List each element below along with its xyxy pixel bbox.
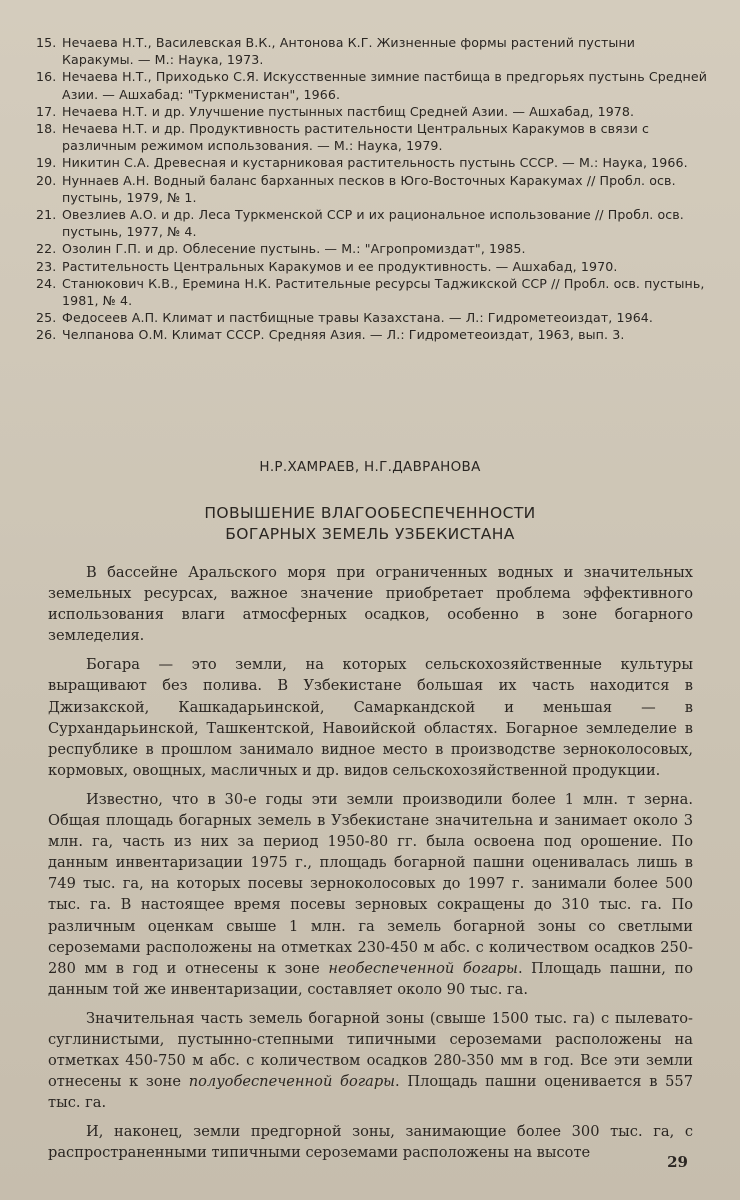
reference-item: 24. Станюкович К.В., Еремина Н.К. Растительные ресурсы Таджикской ССР // Пробл. осв. пустынь, 1981, № 4. [36, 275, 705, 309]
reference-item: 23. Растительность Центральных Каракумов и ее продуктивность. — Ашхабад, 1970. [36, 258, 618, 274]
reference-item: 18. Нечаева Н.Т. и др. Продуктивность растительности Центральных Каракумов в связи с различным режимом использования. — М.: Наука, 1979. [36, 121, 650, 154]
article-title [0, 503, 740, 545]
reference-item: 20. Нуннаев А.Н. Водный баланс барханных песков в Юго-Восточных Каракумах // Пробл. осв. пустынь, 1979, № 1. [36, 172, 676, 205]
title-line: БОГАРНЫХ ЗЕМЕЛЬ УЗБЕКИСТАНА [225, 525, 515, 543]
reference-item: 26. Челпанова О.М. Климат СССР. Средняя Азия. — Л.: Гидрометеоиздат, 1963, вып. 3. [36, 327, 625, 343]
title-line: ПОВЫШЕНИЕ ВЛАГООБЕСПЕЧЕННОСТИ [204, 504, 536, 522]
reference-item: 16. Нечаева Н.Т., Приходько С.Я. Искусственные зимние пастбища в предгорьях пустынь Средней Азии. — Ашхабад: "Туркменистан", 1966. [36, 69, 708, 102]
emphasis: необеспеченной богары [328, 959, 518, 977]
reference-item: 21. Овезлиев А.О. и др. Леса Туркменской ССР и их рациональное использование // Пробл. осв. пустынь, 1977, № 4. [36, 207, 684, 240]
paragraph: И, наконец, земли предгорной зоны, занимающие более 300 тыс. га, с распространенными типичными сероземами расположены на высоте [48, 1123, 693, 1162]
reference-item: 25. Федосеев А.П. Климат и пастбищные травы Казахстана. — Л.: Гидрометеоиздат, 1964. [36, 310, 654, 326]
reference-list [36, 34, 708, 344]
paragraph: Значительная часть земель богарной зоны (свыше 1500 тыс. га) с пылевато-суглинистыми, пустынно-степными типичными сероземами расположены на отметках 450-750 м абс. с количеством осадков 280-350 мм в год. Все эти земли отнесены к зоне полуобеспеченной богары. Площадь пашни оценивается в 557 тыс. га. [48, 1009, 693, 1112]
paragraph: Богара — это земли, на которых сельскохозяйственные культуры выращивают без полива. В Узбекистане большая их часть находится в Джизакской, Кашкадарьинской, Самаркандской и меньшая — в Сурхандарьинской, Ташкентской, Навоийской областях. Богарное земледелие в республике в прошлом занимало видное место в производстве зерноколосовых, кормовых, овощных, масличных и др. видов сельскохозяйственной продукции. [48, 656, 693, 779]
article-authors: Н.Р.ХАМРАЕВ, Н.Г.ДАВРАНОВА [259, 459, 481, 475]
page-number: 29 [667, 1153, 688, 1171]
reference-item: 22. Озолин Г.П. и др. Облесение пустынь. — М.: "Агропромиздат", 1985. [36, 241, 526, 257]
article-body [48, 562, 693, 1172]
emphasis: полуобеспеченной богары [188, 1073, 396, 1091]
paragraph: В бассейне Аральского моря при ограниченных водных и значительных земельных ресурсах, важное значение приобретает проблема эффективного использования влаги атмосферных осадков, особенно в зоне богарного земледелия. [48, 564, 693, 645]
paragraph: Известно, что в 30-е годы эти земли производили более 1 млн. т зерна. Общая площадь богарных земель в Узбекистане значительна и занимает около 3 млн. га, часть из них за период 1950-80 гг. была освоена под орошение. По данным инвентаризации 1975 г., площадь богарной пашни оценивалась лишь в 749 тыс. га, на которых посевы зерноколосовых до 1997 г. занимали более 500 тыс. га. В настоящее время посевы зерновых сокращены до 310 тыс. га. По различным оценкам свыше 1 млн. га земель богарной зоны со светлыми сероземами расположены на отметках 230-450 м абс. с количеством осадков 250-280 мм в год и отнесены к зоне необеспеченной богары. Площадь пашни, по данным той же инвентаризации, составляет около 90 тыс. га. [48, 790, 693, 998]
reference-item: 17. Нечаева Н.Т. и др. Улучшение пустынных пастбищ Средней Азии. — Ашхабад, 1978. [36, 103, 635, 119]
reference-item: 19. Никитин С.А. Древесная и кустарниковая растительность пустынь СССР. — М.: Наука, 1966. [36, 155, 688, 171]
reference-item: 15. Нечаева Н.Т., Василевская В.К., Антонова К.Г. Жизненные формы растений пустыни Каракумы. — М.: Наука, 1973. [36, 35, 636, 68]
